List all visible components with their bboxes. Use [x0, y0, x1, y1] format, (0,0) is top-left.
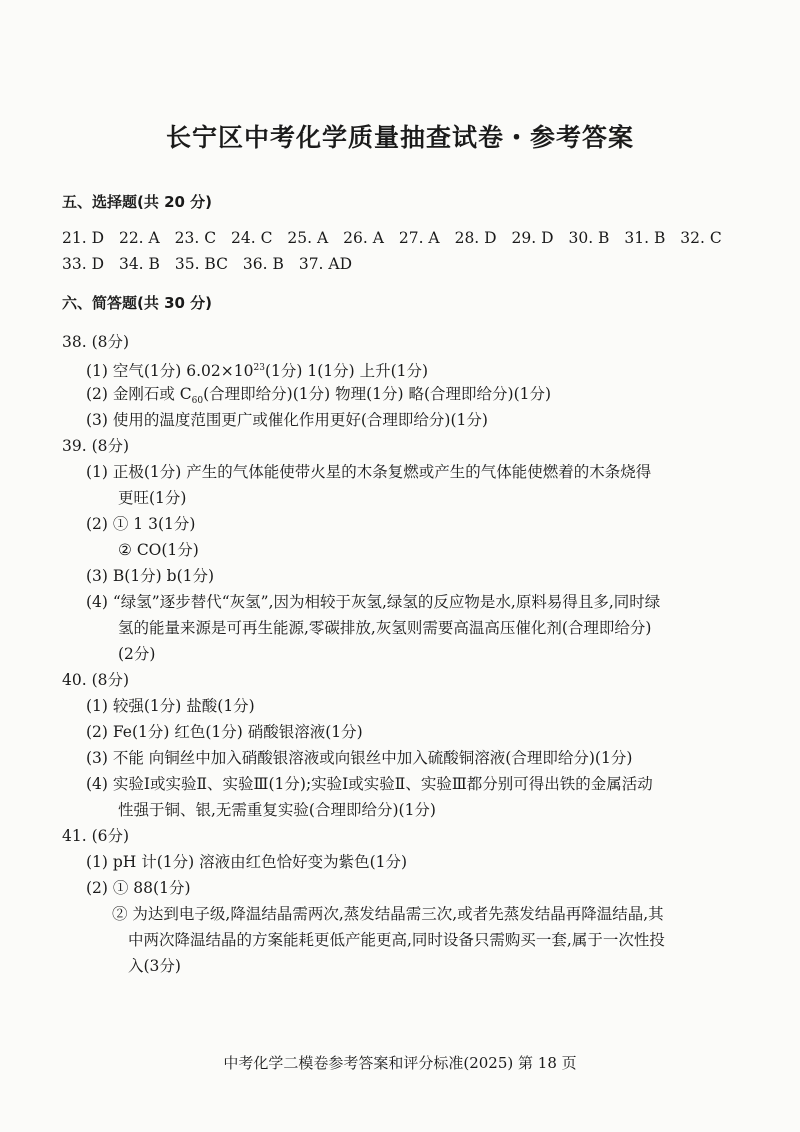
q40-answer-3: (3) 不能 向铜丝中加入硝酸银溶液或向银丝中加入硫酸铜溶液(合理即给分)(1分)	[86, 749, 633, 767]
q39-answer-1-cont: 更旺(1分)	[118, 489, 187, 507]
q39-answer-1: (1) 正极(1分) 产生的气体能使带火星的木条复燃或产生的气体能使燃着的木条烧得	[86, 463, 652, 481]
answer-item: 32. C	[680, 229, 722, 247]
answer-item: 29. D	[511, 229, 554, 247]
choice-answers-row-1	[62, 228, 732, 248]
section-6-heading: 六、简答题(共 30 分)	[62, 294, 213, 312]
answer-item: 26. A	[343, 229, 384, 247]
q39-answer-4-score: (2分)	[118, 645, 156, 663]
choice-answers-row-2	[62, 254, 362, 274]
answer-item: 23. C	[174, 229, 217, 247]
answer-item: 28. D	[454, 229, 497, 247]
q41-answer-2: (2) ① 88(1分)	[86, 879, 191, 897]
q41-answer-2b-score: 入(3分)	[128, 957, 181, 975]
answer-item: 21. D	[62, 229, 105, 247]
q39-answer-2-cont: ② CO(1分)	[118, 541, 199, 559]
section-5-heading: 五、选择题(共 20 分)	[62, 193, 213, 211]
answer-item: 34. B	[118, 255, 160, 273]
q41-answer-2b-cont: 中两次降温结晶的方案能耗更低产能更高,同时设备只需购买一套,属于一次性投	[128, 931, 665, 949]
answer-item: 25. A	[287, 229, 329, 247]
q39-answer-2: (2) ① 1 3(1分)	[86, 515, 196, 533]
q38-answer-1: (1) 空气(1分) $6.02\times 10^{23}(1$分) 1(1分) 上升(1分)	[86, 362, 429, 381]
q41-answer-1: (1) pH 计(1分) 溶液由红色恰好变为紫色(1分)	[86, 853, 408, 871]
answer-item: 27. A	[398, 229, 440, 247]
q38-answer-3: (3) 使用的温度范围更广或催化作用更好(合理即给分)(1分)	[86, 411, 488, 429]
q40-heading: 40. (8分)	[62, 671, 130, 689]
q40-answer-2: (2) Fe(1分) 红色(1分) 硝酸银溶液(1分)	[86, 723, 363, 741]
q41-answer-2b: ② 为达到电子级,降温结晶需两次,蒸发结晶需三次,或者先蒸发结晶再降温结晶,其	[112, 905, 664, 923]
answer-item: 31. B	[624, 229, 666, 247]
answer-item: 37. AD	[298, 255, 353, 273]
q41-heading: 41. (6分)	[62, 827, 130, 845]
q39-answer-4: (4) “绿氢”逐步替代“灰氢”,因为相较于灰氢,绿氢的反应物是水,原料易得且多,同时绿	[86, 593, 661, 611]
q40-answer-4-cont: 性强于铜、银,无需重复实验(合理即给分)(1分)	[118, 801, 436, 819]
q40-answer-1: (1) 较强(1分) 盐酸(1分)	[86, 697, 255, 715]
answer-item: 22. A	[118, 229, 160, 247]
page-title: 长宁区中考化学质量抽查试卷・参考答案	[165, 123, 634, 152]
q38-heading: 38. (8分)	[62, 333, 130, 351]
answer-item: 33. D	[62, 255, 105, 273]
answer-item: 30. B	[568, 229, 610, 247]
answer-item: 36. B	[242, 255, 284, 273]
answer-item: 24. C	[231, 229, 273, 247]
q39-heading: 39. (8分)	[62, 437, 130, 455]
q39-answer-3: (3) B(1分) b(1分)	[86, 567, 215, 585]
q39-answer-4-cont: 氢的能量来源是可再生能源,零碳排放,灰氢则需要高温高压催化剂(合理即给分)	[118, 619, 652, 637]
q40-answer-4: (4) 实验Ⅰ或实验Ⅱ、实验Ⅲ(1分);实验Ⅰ或实验Ⅱ、实验Ⅲ都分别可得出铁的金属活动	[86, 775, 653, 793]
answer-item: 35. BC	[174, 255, 228, 273]
page-footer: 中考化学二模卷参考答案和评分标准(2025) 第 18 页	[223, 1054, 577, 1072]
q38-answer-2: (2) 金刚石或 $C_{60}$(合理即给分)(1分) 物理(1分) 略(合理即给分)(1分)	[86, 385, 552, 407]
